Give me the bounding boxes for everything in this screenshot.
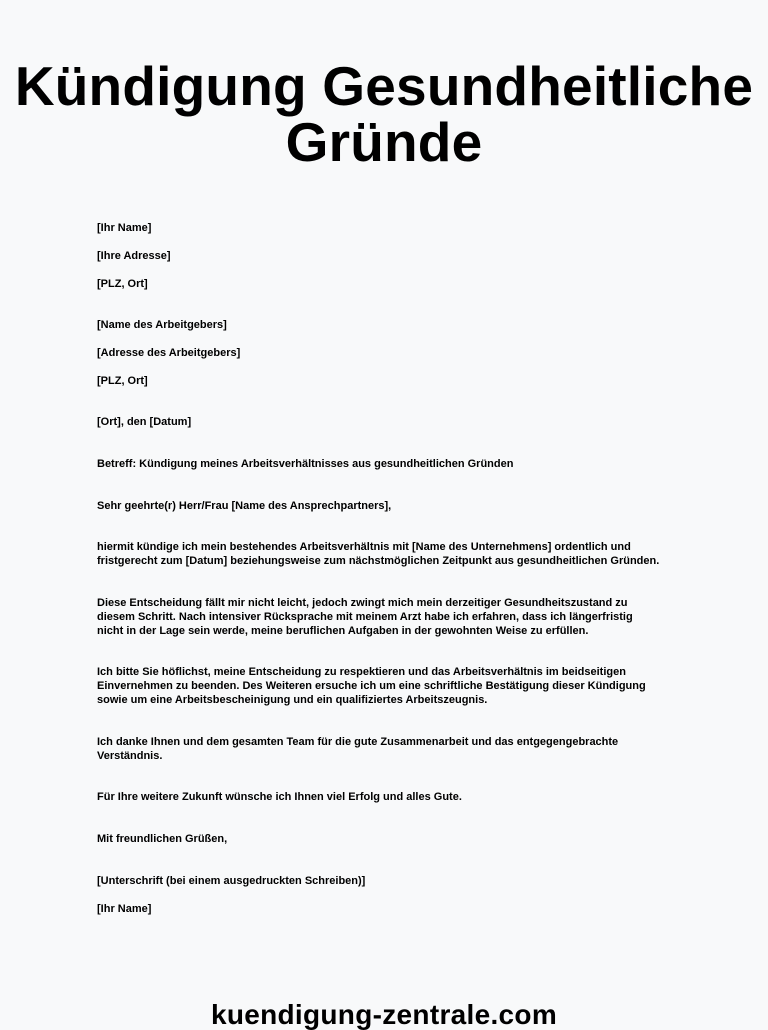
paragraph-line: hiermit kündige ich mein bestehendes Arbeitsverhältnis mit [Name des Unternehmens] ordentlich und [97,541,631,553]
paragraph-line: Diese Entscheidung fällt mir nicht leicht, jedoch zwingt mich mein derzeitiger Gesundheitszustand zu [97,597,628,609]
footer-site-name: kuendigung-zentrale.com [210,999,558,1030]
paragraph-4 [97,735,672,763]
recipient-name: [Name des Arbeitgebers] [97,319,227,331]
sender-city: [PLZ, Ort] [97,278,148,290]
closing: Mit freundlichen Grüßen, [97,833,228,845]
paragraph-line: sowie um eine Arbeitsbescheinigung und ein qualifiziertes Arbeitszeugnis. [97,694,488,706]
paragraph-line: Verständnis. [97,750,163,762]
recipient-address: [Adresse des Arbeitgebers] [97,347,241,359]
paragraph-3 [97,665,672,707]
sender-address: [Ihre Adresse] [97,250,171,262]
recipient-city: [PLZ, Ort] [97,375,148,387]
sender-name: [Ihr Name] [97,222,152,234]
paragraph-5 [97,790,672,804]
paragraph-1 [97,540,672,568]
paragraph-line: Für Ihre weitere Zukunft wünsche ich Ihnen viel Erfolg und alles Gute. [97,791,462,803]
place-date: [Ort], den [Datum] [97,416,192,428]
subject-line: Betreff: Kündigung meines Arbeitsverhältnisses aus gesundheitlichen Gründen [97,458,514,470]
paragraph-line: Ich danke Ihnen und dem gesamten Team für die gute Zusammenarbeit und das entgegengebrachte [97,736,619,748]
title-line-2: Gründe [285,111,483,173]
signer-name: [Ihr Name] [97,903,152,915]
paragraph-2 [97,596,672,638]
paragraph-line: Einvernehmen zu beenden. Des Weiteren ersuche ich um eine schriftliche Bestätigung dieser Kündigung [97,680,646,692]
paragraph-line: nicht in der Lage sein werde, meine beruflichen Aufgaben in der gewohnten Weise zu erfüllen. [97,625,589,637]
paragraph-line: diesem Schritt. Nach intensiver Rücksprache mit meinem Arzt habe ich erfahren, dass ich längerfristig [97,611,633,623]
page-title [0,55,768,173]
signature: [Unterschrift (bei einem ausgedruckten Schreiben)] [97,875,366,887]
paragraph-line: Ich bitte Sie höflichst, meine Entscheidung zu respektieren und das Arbeitsverhältnis im beidseitigen [97,666,626,678]
paragraph-line: fristgerecht zum [Datum] beziehungsweise zum nächstmöglichen Zeitpunkt aus gesundheitlichen Gründen. [97,555,660,567]
title-line-1: Kündigung Gesundheitliche [14,55,754,117]
salutation: Sehr geehrte(r) Herr/Frau [Name des Ansprechpartners], [97,500,392,512]
